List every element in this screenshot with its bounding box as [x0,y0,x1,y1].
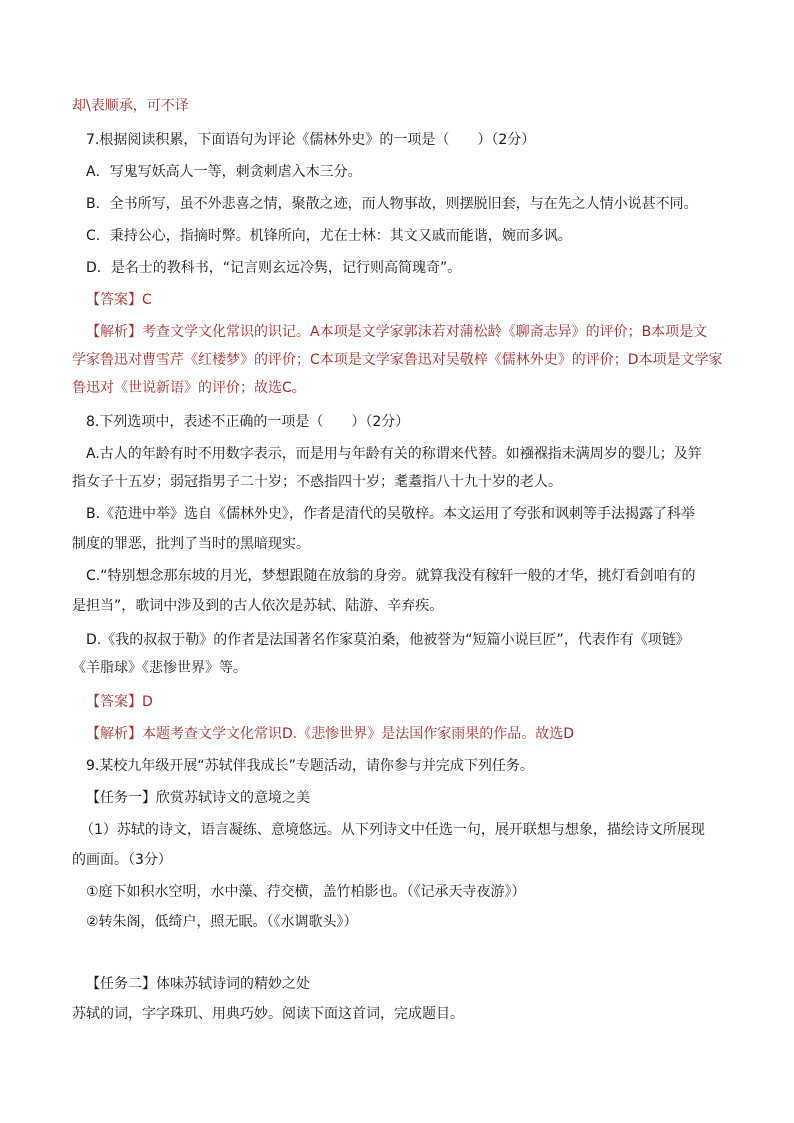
task-one-title: 【任务一】欣赏苏轼诗文的意境之美 [86,790,310,806]
analysis-8: 【解析】本题考查文学文化常识D.《悲惨世界》是法国作家雨果的作品。故选D [86,726,575,742]
q8-option-a-line1: A.古人的年龄有时不用数字表示，而是用与年龄有关的称谓来代替。如襁褓指未满周岁的婴儿；及笄 [86,446,702,462]
analysis-7-line3: 鲁迅对《世说新语》的评价；故选C。 [72,380,306,396]
q8-option-a-line2: 指女子十五岁；弱冠指男子二十岁；不惑指四十岁；耄耋指八十九十岁的老人。 [72,474,562,490]
task-two-title: 【任务二】体味苏轼诗词的精妙之处 [86,976,310,992]
q8-option-b-line2: 制度的罪恶，批判了当时的黑暗现实。 [72,536,310,552]
option-d: D．是名士的教科书，“记言则玄远冷隽，记行则高简瑰奇”。 [86,260,462,276]
option-c: C．秉持公心，指摘时弊。机锋所向，尤在士林：其文又戚而能谐，婉而多讽。 [86,228,572,244]
question-9: 9.某校九年级开展“苏轼伴我成长”专题活动，请你参与并完成下列任务。 [86,758,534,774]
option-a: A．写鬼写妖高人一等，刺贪刺虐入木三分。 [86,164,362,180]
q8-option-d-line2: 《羊脂球》《悲惨世界》等。 [72,660,247,676]
q8-option-d-line1: D.《我的叔叔于勒》的作者是法国著名作家莫泊桑，他被誉为“短篇小说巨匠”，代表作有《项链》 [86,632,690,648]
task-one-q1-line1: （1）苏轼的诗文，语言凝练、意境悠远。从下列诗文中任选一句，展开联想与想象，描绘诗文所展现 [80,822,705,838]
analysis-7-line1: 【解析】考查文学文化常识的识记。A本项是文学家郭沫若对蒲松龄《聊斋志异》的评价；B本项是文 [86,324,708,340]
q8-option-b-line1: B.《范进中举》选自《儒林外史》，作者是清代的吴敬梓。本文运用了夸张和讽刺等手法揭露了科举 [86,506,696,522]
note-line: 却\表顺承，可不译 [72,98,189,114]
task-two-intro: 苏轼的词，字字珠玑、用典巧妙。阅读下面这首词，完成题目。 [72,1006,464,1022]
poem-line-2: ②转朱阁，低绮户，照无眠。（《水调歌头》） [86,914,358,930]
task-one-q1-line2: 的画面。（3分） [72,852,172,868]
answer-7: 【答案】C [86,292,152,308]
question-8: 8.下列选项中，表述不正确的一项是（ ）（2分） [86,414,410,430]
poem-line-1: ①庭下如积水空明，水中藻、荇交横，盖竹柏影也。（《记承天寺夜游》） [86,884,526,900]
question-7: 7.根据阅读积累，下面语句为评论《儒林外史》的一项是（ ）（2分） [86,132,536,148]
option-b: B．全书所写，虽不外悲喜之情，聚散之迹，而人物事故，则摆脱旧套，与在先之人情小说甚不同。 [86,196,698,212]
analysis-7-line2: 学家鲁迅对曹雪芹《红楼梦》的评价；C本项是文学家鲁迅对吴敬梓《儒林外史》的评价；D本项是文学家 [72,352,723,368]
q8-option-c-line2: 是担当”，歌词中涉及到的古人依次是苏轼、陆游、辛弃疾。 [72,598,444,614]
q8-option-c-line1: C.“特别想念那东坡的月光，梦想跟随在放翁的身旁。就算我没有稼轩一般的才华，挑灯看剑咱有的 [86,568,696,584]
answer-8: 【答案】D [86,694,153,710]
